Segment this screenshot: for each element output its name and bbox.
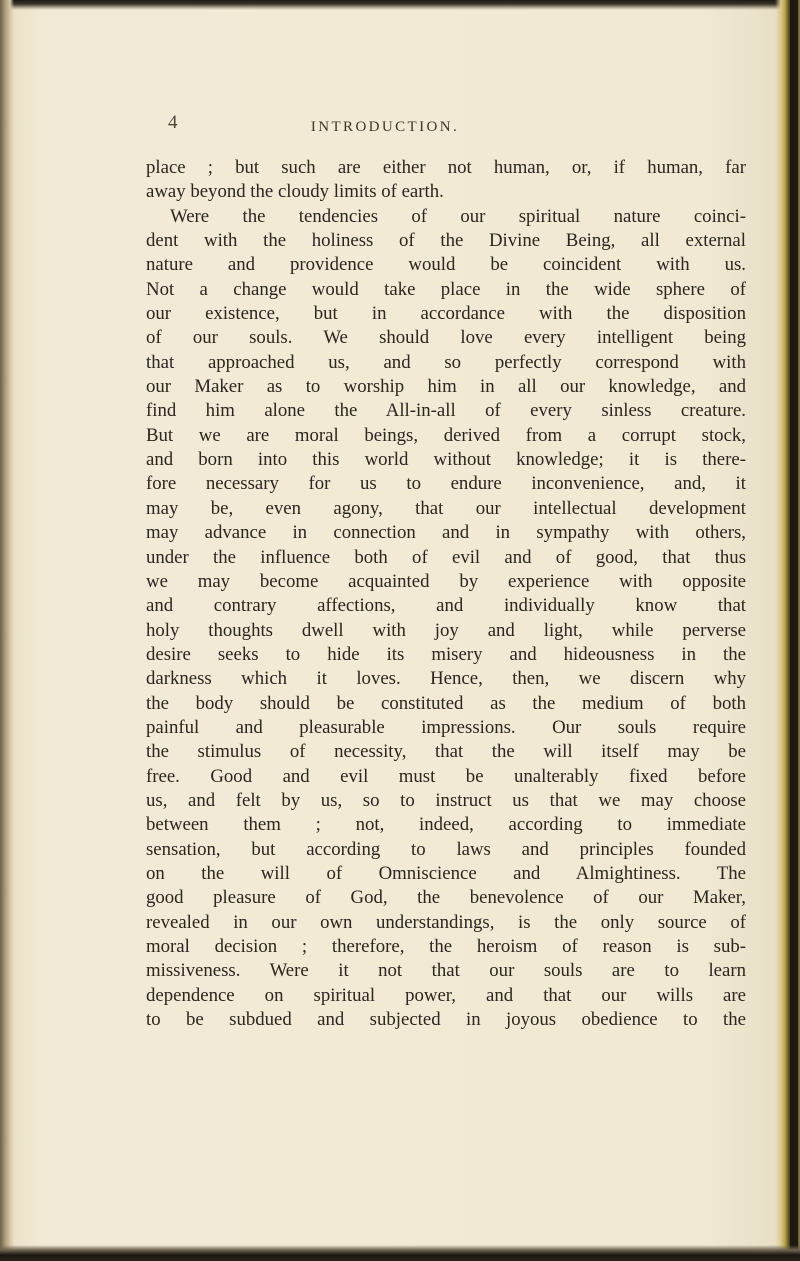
text-line: and born into this world without knowledge; it is there-	[146, 449, 746, 471]
text-line: may be, even agony, that our intellectual development	[146, 497, 746, 519]
text-line: Not a change would take place in the wide sphere of	[146, 278, 746, 300]
text-line: moral decision ; therefore, the heroism of reason is sub-	[146, 936, 746, 957]
text-line: holy thoughts dwell with joy and light, while perverse	[146, 619, 746, 641]
text-line: our existence, but in accordance with the disposition	[146, 303, 746, 325]
text-line: good pleasure of God, the benevolence of our Maker,	[146, 887, 746, 909]
paragraph-first-line: Were the tendencies of our spiritual nature coinci-	[170, 205, 746, 227]
bottom-page-edge	[0, 1245, 800, 1261]
right-cover-edge	[790, 0, 798, 1261]
text-line: that approached us, and so perfectly correspond with	[146, 351, 746, 373]
text-line: painful and pleasurable impressions. Our souls require	[146, 716, 746, 738]
text-line: fore necessary for us to endure inconvenience, and, it	[146, 473, 746, 495]
text-line: sensation, but according to laws and principles founded	[146, 838, 746, 860]
text-line: us, and felt by us, so to instruct us that we may choose	[146, 789, 746, 811]
page-number: 4	[168, 112, 178, 133]
left-binding-edge	[0, 0, 14, 1261]
running-head	[0, 112, 800, 142]
text-line: dependence on spiritual power, and that our wills are	[146, 984, 746, 1006]
text-line: between them ; not, indeed, according to immediate	[146, 814, 746, 836]
top-page-edge	[0, 0, 800, 10]
text-line: desire seeks to hide its misery and hideousness in the	[146, 643, 746, 665]
text-line: and contrary affections, and individually know that	[146, 595, 746, 617]
text-line: our Maker as to worship him in all our knowledge, and	[146, 376, 746, 398]
text-line: to be subdued and subjected in joyous obedience to the	[146, 1009, 746, 1031]
text-line: of our souls. We should love every intelligent being	[146, 327, 746, 349]
text-line: find him alone the All-in-all of every sinless creature.	[146, 400, 746, 422]
text-line: dent with the holiness of the Divine Being, all external	[146, 230, 746, 252]
text-line: But we are moral beings, derived from a corrupt stock,	[146, 424, 746, 446]
text-line: missiveness. Were it not that our souls are to learn	[146, 960, 746, 982]
text-line: nature and providence would be coincident with us.	[146, 254, 746, 276]
text-line: may advance in connection and in sympathy with others,	[146, 522, 746, 544]
text-line: on the will of Omniscience and Almightiness. The	[146, 862, 746, 884]
text-line: darkness which it loves. Hence, then, we discern why	[146, 668, 746, 690]
text-line: the body should be constituted as the medium of both	[146, 692, 746, 714]
text-line: the stimulus of necessity, that the will itself may be	[146, 741, 746, 763]
text-line: place ; but such are either not human, or, if human, far	[146, 157, 746, 178]
text-line: we may become acquainted by experience with opposite	[146, 570, 746, 592]
text-line: revealed in our own understandings, is the only source of	[146, 911, 746, 933]
running-title: INTRODUCTION.	[310, 119, 460, 135]
body-text	[146, 156, 746, 1032]
text-line: under the influence both of evil and of good, that thus	[146, 546, 746, 568]
text-line: free. Good and evil must be unalterably fixed before	[146, 765, 746, 787]
text-line: away beyond the cloudy limits of earth.	[146, 181, 444, 203]
